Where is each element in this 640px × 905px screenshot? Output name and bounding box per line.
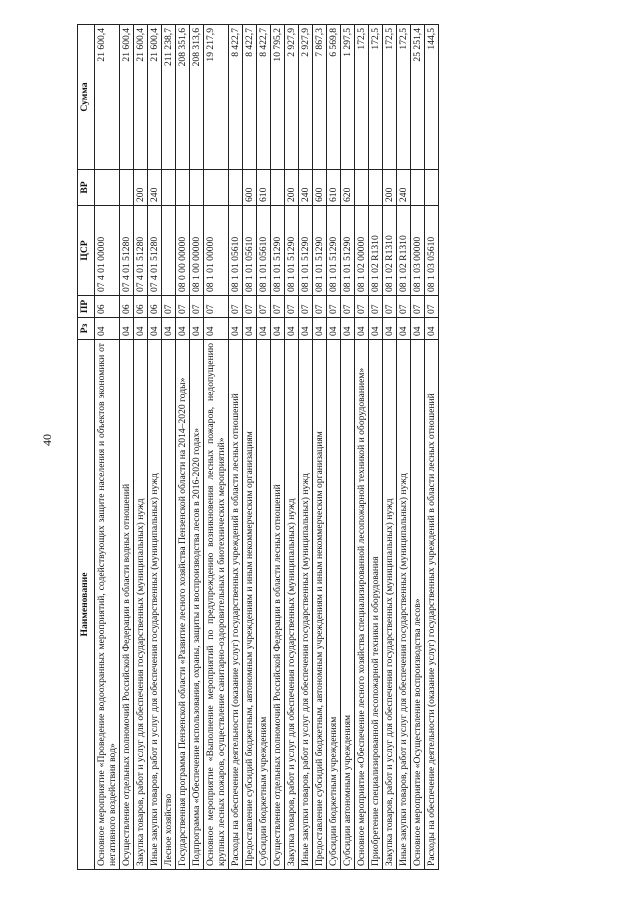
row-sum-cell: 172,5 — [383, 25, 397, 170]
row-rz-cell: 04 — [95, 318, 120, 340]
row-rz-cell: 04 — [425, 318, 439, 340]
row-csr-cell: 07 4 01 51280 — [148, 206, 162, 296]
row-name-cell: Предоставление субсидий бюджетным, автономным учреждениям и иным некоммерческим организациям — [313, 340, 327, 870]
row-name-cell: Лесное хозяйство — [162, 340, 176, 870]
row-rz-cell: 04 — [411, 318, 425, 340]
row-name-cell: Основное мероприятие «Осуществление воспроизводства лесов» — [411, 340, 425, 870]
row-vr-cell — [411, 170, 425, 206]
table-row — [299, 25, 313, 870]
row-pr-cell: 07 — [341, 296, 355, 318]
row-sum-cell: 7 867,3 — [313, 25, 327, 170]
row-rz-cell: 04 — [229, 318, 243, 340]
row-rz-cell: 04 — [257, 318, 271, 340]
row-sum-cell: 2 927,9 — [299, 25, 313, 170]
row-rz-cell: 04 — [285, 318, 299, 340]
row-pr-cell: 07 — [383, 296, 397, 318]
row-csr-cell: 08 1 01 51290 — [285, 206, 299, 296]
row-vr-cell: 610 — [327, 170, 341, 206]
row-rz-cell: 04 — [369, 318, 383, 340]
row-csr-cell: 08 1 03 05610 — [425, 206, 439, 296]
row-pr-cell: 07 — [411, 296, 425, 318]
table-row — [327, 25, 341, 870]
row-vr-cell — [369, 170, 383, 206]
row-pr-cell: 07 — [355, 296, 369, 318]
row-rz-cell: 04 — [355, 318, 369, 340]
header-sum: Сумма — [78, 25, 95, 170]
row-rz-cell: 04 — [243, 318, 257, 340]
row-sum-cell: 6 569,8 — [327, 25, 341, 170]
row-pr-cell: 07 — [369, 296, 383, 318]
row-name-cell: Субсидии бюджетным учреждениям — [327, 340, 341, 870]
table-row — [313, 25, 327, 870]
table-row — [204, 25, 229, 870]
row-rz-cell: 04 — [120, 318, 134, 340]
row-pr-cell: 07 — [425, 296, 439, 318]
row-csr-cell: 08 1 01 51290 — [327, 206, 341, 296]
table-row — [341, 25, 355, 870]
row-rz-cell: 04 — [327, 318, 341, 340]
row-rz-cell: 04 — [271, 318, 285, 340]
budget-table — [77, 24, 439, 870]
row-sum-cell: 211 238,7 — [162, 25, 176, 170]
header-pr: ПР — [78, 296, 95, 318]
row-vr-cell: 200 — [383, 170, 397, 206]
row-sum-cell: 21 600,4 — [134, 25, 148, 170]
table-row — [355, 25, 369, 870]
row-sum-cell: 1 297,5 — [341, 25, 355, 170]
table-row — [271, 25, 285, 870]
row-vr-cell: 600 — [243, 170, 257, 206]
row-csr-cell: 08 1 01 51290 — [313, 206, 327, 296]
table-row — [425, 25, 439, 870]
row-sum-cell: 8 422,7 — [229, 25, 243, 170]
row-name-cell: Иные закупки товаров, работ и услуг для обеспечения государственных (муниципальных) нужд — [397, 340, 411, 870]
table-row — [369, 25, 383, 870]
row-sum-cell: 8 422,7 — [257, 25, 271, 170]
row-name-cell: Закупка товаров, работ и услуг для обеспечения государственных (муниципальных) нужд — [285, 340, 299, 870]
row-csr-cell: 07 4 01 51280 — [120, 206, 134, 296]
row-vr-cell — [355, 170, 369, 206]
row-pr-cell: 07 — [271, 296, 285, 318]
table-row — [120, 25, 134, 870]
row-csr-cell: 08 1 01 05610 — [257, 206, 271, 296]
row-vr-cell — [271, 170, 285, 206]
row-pr-cell: 06 — [120, 296, 134, 318]
row-rz-cell: 04 — [162, 318, 176, 340]
row-sum-cell: 10 795,2 — [271, 25, 285, 170]
row-pr-cell: 07 — [299, 296, 313, 318]
row-pr-cell: 07 — [204, 296, 229, 318]
row-vr-cell — [176, 170, 190, 206]
row-name-cell: Основное мероприятие «Проведение водоохранных мероприятий, содействующих защите населения и объектов экономики от негативного воздействия вод» — [95, 340, 120, 870]
row-pr-cell: 07 — [162, 296, 176, 318]
row-pr-cell: 07 — [190, 296, 204, 318]
table-row — [285, 25, 299, 870]
page-number: 40 — [40, 434, 54, 446]
row-rz-cell: 04 — [397, 318, 411, 340]
row-name-cell: Расходы на обеспечение деятельности (оказание услуг) государственных учреждений в области лесных отношений — [229, 340, 243, 870]
row-pr-cell: 06 — [95, 296, 120, 318]
table-row — [190, 25, 204, 870]
row-name-cell: Субсидии автономным учреждениям — [341, 340, 355, 870]
row-csr-cell: 08 1 02 R1310 — [369, 206, 383, 296]
row-csr-cell: 08 1 01 00000 — [204, 206, 229, 296]
row-pr-cell: 07 — [397, 296, 411, 318]
row-name-cell: Приобретение специализированной лесопожарной техники и оборудования — [369, 340, 383, 870]
table-row — [397, 25, 411, 870]
row-vr-cell: 620 — [341, 170, 355, 206]
row-rz-cell: 04 — [204, 318, 229, 340]
row-vr-cell: 240 — [148, 170, 162, 206]
table-row — [257, 25, 271, 870]
row-name-cell: Осуществление отдельных полномочий Российской Федерации в области водных отношений — [120, 340, 134, 870]
row-name-cell: Иные закупки товаров, работ и услуг для обеспечения государственных (муниципальных) нужд — [148, 340, 162, 870]
row-vr-cell — [95, 170, 120, 206]
row-vr-cell: 610 — [257, 170, 271, 206]
row-sum-cell: 21 600,4 — [120, 25, 134, 170]
row-pr-cell: 07 — [243, 296, 257, 318]
row-vr-cell — [204, 170, 229, 206]
table-row — [162, 25, 176, 870]
row-pr-cell: 06 — [134, 296, 148, 318]
row-name-cell: Осуществление отдельных полномочий Российской Федерации в области лесных отношений — [271, 340, 285, 870]
table-row — [176, 25, 190, 870]
row-vr-cell: 200 — [134, 170, 148, 206]
row-sum-cell: 21 600,4 — [95, 25, 120, 170]
row-name-cell: Расходы на обеспечение деятельности (оказание услуг) государственных учреждений в области лесных отношений — [425, 340, 439, 870]
row-vr-cell — [120, 170, 134, 206]
header-rz: Рз — [78, 318, 95, 340]
table-header-row — [78, 25, 95, 870]
row-name-cell: Субсидии бюджетным учреждениям — [257, 340, 271, 870]
row-sum-cell: 21 600,4 — [148, 25, 162, 170]
table-row — [148, 25, 162, 870]
row-name-cell: Иные закупки товаров, работ и услуг для обеспечения государственных (муниципальных) нужд — [299, 340, 313, 870]
row-name-cell: Основное мероприятие «Обеспечение лесного хозяйства специализированной лесопожарной техникой и оборудованием» — [355, 340, 369, 870]
row-sum-cell: 172,5 — [397, 25, 411, 170]
row-vr-cell: 600 — [313, 170, 327, 206]
row-pr-cell: 07 — [313, 296, 327, 318]
row-name-cell: Государственная программа Пензенской области «Развитие лесного хозяйства Пензенской области на 2014–2020 годы» — [176, 340, 190, 870]
row-csr-cell — [162, 206, 176, 296]
row-pr-cell: 07 — [257, 296, 271, 318]
row-csr-cell: 08 1 02 00000 — [355, 206, 369, 296]
row-name-cell: Закупка товаров, работ и услуг для обеспечения государственных (муниципальных) нужд — [383, 340, 397, 870]
row-pr-cell: 07 — [285, 296, 299, 318]
row-csr-cell: 08 1 02 R1310 — [397, 206, 411, 296]
table-row — [95, 25, 120, 870]
row-rz-cell: 04 — [134, 318, 148, 340]
row-rz-cell: 04 — [190, 318, 204, 340]
row-rz-cell: 04 — [341, 318, 355, 340]
row-sum-cell: 19 217,9 — [204, 25, 229, 170]
row-csr-cell: 08 1 02 R1310 — [383, 206, 397, 296]
row-sum-cell: 172,5 — [355, 25, 369, 170]
row-pr-cell: 06 — [148, 296, 162, 318]
row-name-cell: Основное мероприятие «Выполнение мероприятий по предупреждению возникновения лесных пожаров, недопущению крупных лесных пожаров, осуществление санитарно-оздоровительных и биотехнических мероприятий» — [204, 340, 229, 870]
row-vr-cell: 200 — [285, 170, 299, 206]
row-rz-cell: 04 — [148, 318, 162, 340]
table-row — [229, 25, 243, 870]
row-vr-cell — [425, 170, 439, 206]
row-csr-cell: 08 0 00 00000 — [176, 206, 190, 296]
row-csr-cell: 08 1 01 51290 — [271, 206, 285, 296]
row-vr-cell — [190, 170, 204, 206]
row-sum-cell: 208 351,6 — [176, 25, 190, 170]
row-rz-cell: 04 — [383, 318, 397, 340]
row-vr-cell: 240 — [299, 170, 313, 206]
row-rz-cell: 04 — [313, 318, 327, 340]
row-rz-cell: 04 — [299, 318, 313, 340]
budget-table-wrapper — [77, 25, 637, 870]
row-rz-cell: 04 — [176, 318, 190, 340]
row-sum-cell: 144,5 — [425, 25, 439, 170]
row-sum-cell: 2 927,9 — [285, 25, 299, 170]
row-csr-cell: 07 4 01 51280 — [134, 206, 148, 296]
table-body — [95, 25, 439, 870]
row-vr-cell: 240 — [397, 170, 411, 206]
row-pr-cell: 07 — [229, 296, 243, 318]
table-row — [243, 25, 257, 870]
header-name: Наименование — [78, 340, 95, 870]
table-row — [411, 25, 425, 870]
row-pr-cell: 07 — [176, 296, 190, 318]
row-csr-cell: 08 1 00 00000 — [190, 206, 204, 296]
header-vr: ВР — [78, 170, 95, 206]
row-csr-cell: 08 1 01 05610 — [229, 206, 243, 296]
row-sum-cell: 25 251,4 — [411, 25, 425, 170]
table-row — [383, 25, 397, 870]
table-row — [134, 25, 148, 870]
row-name-cell: Подпрограмма «Обеспечение использования, охраны, защиты и воспроизводства лесов в 2016-2020 годах» — [190, 340, 204, 870]
row-name-cell: Закупка товаров, работ и услуг для обеспечения государственных (муниципальных) нужд — [134, 340, 148, 870]
row-csr-cell: 08 1 03 00000 — [411, 206, 425, 296]
row-sum-cell: 208 313,6 — [190, 25, 204, 170]
row-csr-cell: 08 1 01 51290 — [299, 206, 313, 296]
row-vr-cell — [229, 170, 243, 206]
row-pr-cell: 07 — [327, 296, 341, 318]
row-csr-cell: 08 1 01 51290 — [341, 206, 355, 296]
row-vr-cell — [162, 170, 176, 206]
row-name-cell: Предоставление субсидий бюджетным, автономным учреждениям и иным некоммерческим организациям — [243, 340, 257, 870]
row-csr-cell: 08 1 01 05610 — [243, 206, 257, 296]
row-sum-cell: 8 422,7 — [243, 25, 257, 170]
row-sum-cell: 172,5 — [369, 25, 383, 170]
row-csr-cell: 07 4 01 00000 — [95, 206, 120, 296]
header-csr: ЦСР — [78, 206, 95, 296]
